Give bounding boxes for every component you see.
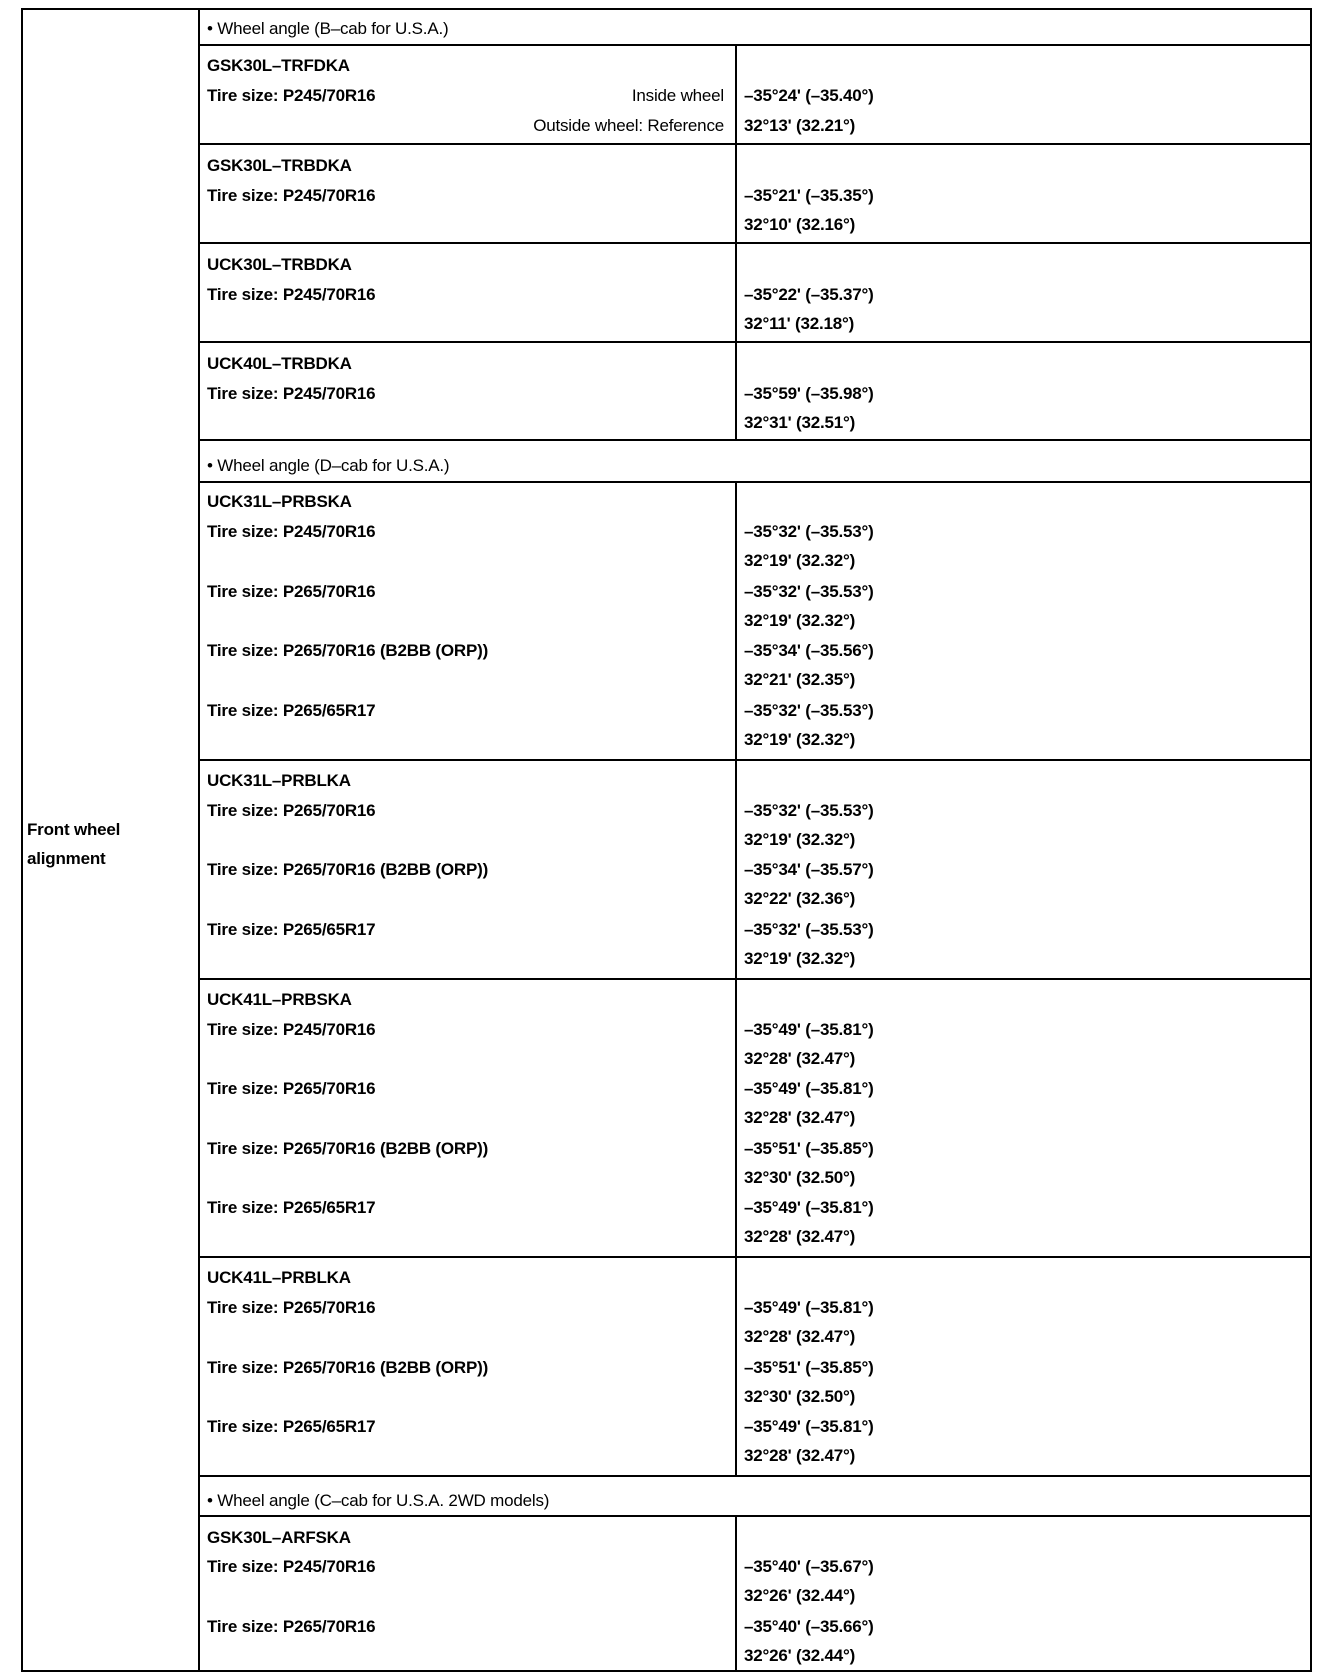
tire-size: Tire size: P265/70R16 (B2BB (ORP)) bbox=[207, 1139, 489, 1158]
section-heading: • Wheel angle (C–cab for U.S.A. 2WD models) bbox=[207, 1491, 550, 1510]
tire-size: Tire size: P245/70R16 bbox=[207, 384, 376, 403]
tire-size: Tire size: P265/70R16 bbox=[207, 801, 376, 820]
inside-angle: –35°40' (–35.67°) bbox=[744, 1557, 874, 1576]
outside-angle: 32°11' (32.18°) bbox=[744, 314, 855, 333]
inside-angle: –35°32' (–35.53°) bbox=[744, 701, 874, 720]
outside-angle: 32°26' (32.44°) bbox=[744, 1646, 856, 1665]
tire-size: Tire size: P265/70R16 (B2BB (ORP)) bbox=[207, 860, 489, 879]
outside-angle: 32°13' (32.21°) bbox=[744, 116, 856, 135]
value-column-divider bbox=[735, 481, 737, 1475]
inside-angle: –35°32' (–35.53°) bbox=[744, 920, 874, 939]
model-code: UCK31L–PRBLKA bbox=[207, 771, 351, 790]
row-divider bbox=[198, 1256, 1312, 1258]
tire-size: Tire size: P245/70R16 bbox=[207, 1020, 376, 1039]
value-column-divider bbox=[735, 1515, 737, 1672]
tire-size: Tire size: P265/65R17 bbox=[207, 1417, 376, 1436]
outside-angle: 32°19' (32.32°) bbox=[744, 551, 856, 570]
row-label-line1: Front wheel bbox=[27, 820, 121, 839]
model-code: UCK30L–TRBDKA bbox=[207, 255, 352, 274]
inside-angle: –35°24' (–35.40°) bbox=[744, 86, 874, 105]
tire-size: Tire size: P265/70R16 bbox=[207, 1079, 376, 1098]
model-code: UCK40L–TRBDKA bbox=[207, 354, 352, 373]
inside-angle: –35°21' (–35.35°) bbox=[744, 186, 874, 205]
outside-angle: 32°19' (32.32°) bbox=[744, 830, 856, 849]
inside-angle: –35°51' (–35.85°) bbox=[744, 1139, 874, 1158]
outside-angle: 32°30' (32.50°) bbox=[744, 1168, 856, 1187]
section-heading: • Wheel angle (B–cab for U.S.A.) bbox=[207, 19, 449, 38]
inside-angle: –35°40' (–35.66°) bbox=[744, 1617, 874, 1636]
tire-size: Tire size: P265/65R17 bbox=[207, 1198, 376, 1217]
row-divider bbox=[198, 439, 1312, 441]
label-column-divider bbox=[198, 8, 200, 1672]
model-code: UCK31L–PRBSKA bbox=[207, 492, 352, 511]
outside-wheel-label: Outside wheel: Reference bbox=[533, 116, 724, 135]
tire-size: Tire size: P265/70R16 bbox=[207, 1617, 376, 1636]
outside-angle: 32°26' (32.44°) bbox=[744, 1586, 856, 1605]
inside-angle: –35°59' (–35.98°) bbox=[744, 384, 874, 403]
outside-angle: 32°28' (32.47°) bbox=[744, 1108, 856, 1127]
row-divider bbox=[198, 44, 1312, 46]
inside-angle: –35°49' (–35.81°) bbox=[744, 1020, 874, 1039]
inside-angle: –35°22' (–35.37°) bbox=[744, 285, 874, 304]
outside-angle: 32°31' (32.51°) bbox=[744, 413, 856, 432]
inside-angle: –35°32' (–35.53°) bbox=[744, 522, 874, 541]
tire-size: Tire size: P245/70R16 bbox=[207, 186, 376, 205]
row-divider bbox=[198, 759, 1312, 761]
tire-size: Tire size: P245/70R16 bbox=[207, 522, 376, 541]
inside-angle: –35°51' (–35.85°) bbox=[744, 1358, 874, 1377]
row-divider bbox=[198, 143, 1312, 145]
outside-angle: 32°28' (32.47°) bbox=[744, 1446, 856, 1465]
inside-angle: –35°49' (–35.81°) bbox=[744, 1198, 874, 1217]
value-column-divider bbox=[735, 44, 737, 439]
tire-size: Tire size: P265/70R16 bbox=[207, 582, 376, 601]
tire-size: Tire size: P265/65R17 bbox=[207, 701, 376, 720]
outside-angle: 32°21' (32.35°) bbox=[744, 670, 856, 689]
outside-angle: 32°19' (32.32°) bbox=[744, 611, 856, 630]
outside-angle: 32°28' (32.47°) bbox=[744, 1227, 856, 1246]
inside-angle: –35°34' (–35.56°) bbox=[744, 641, 874, 660]
tire-size: Tire size: P265/70R16 (B2BB (ORP)) bbox=[207, 641, 489, 660]
model-code: UCK41L–PRBLKA bbox=[207, 1268, 351, 1287]
outside-angle: 32°19' (32.32°) bbox=[744, 730, 856, 749]
outside-angle: 32°22' (32.36°) bbox=[744, 889, 856, 908]
model-code: GSK30L–TRFDKA bbox=[207, 56, 350, 75]
row-divider bbox=[198, 1515, 1312, 1517]
outside-angle: 32°10' (32.16°) bbox=[744, 215, 856, 234]
inside-wheel-label: Inside wheel bbox=[631, 86, 724, 105]
tire-size: Tire size: P245/70R16 bbox=[207, 1557, 376, 1576]
row-divider bbox=[198, 1475, 1312, 1477]
inside-angle: –35°49' (–35.81°) bbox=[744, 1298, 874, 1317]
outside-angle: 32°19' (32.32°) bbox=[744, 949, 856, 968]
outside-angle: 32°28' (32.47°) bbox=[744, 1327, 856, 1346]
tire-size: Tire size: P265/65R17 bbox=[207, 920, 376, 939]
tire-size: Tire size: P245/70R16 bbox=[207, 86, 376, 105]
inside-angle: –35°34' (–35.57°) bbox=[744, 860, 874, 879]
row-label-line2: alignment bbox=[27, 849, 106, 868]
tire-size: Tire size: P265/70R16 bbox=[207, 1298, 376, 1317]
row-divider bbox=[198, 242, 1312, 244]
tire-size: Tire size: P245/70R16 bbox=[207, 285, 376, 304]
inside-angle: –35°32' (–35.53°) bbox=[744, 582, 874, 601]
model-code: UCK41L–PRBSKA bbox=[207, 990, 352, 1009]
tire-size: Tire size: P265/70R16 (B2BB (ORP)) bbox=[207, 1358, 489, 1377]
outside-angle: 32°28' (32.47°) bbox=[744, 1049, 856, 1068]
inside-angle: –35°32' (–35.53°) bbox=[744, 801, 874, 820]
outside-angle: 32°30' (32.50°) bbox=[744, 1387, 856, 1406]
inside-angle: –35°49' (–35.81°) bbox=[744, 1079, 874, 1098]
row-divider bbox=[198, 978, 1312, 980]
inside-angle: –35°49' (–35.81°) bbox=[744, 1417, 874, 1436]
row-divider bbox=[198, 481, 1312, 483]
model-code: GSK30L–TRBDKA bbox=[207, 156, 352, 175]
section-heading: • Wheel angle (D–cab for U.S.A.) bbox=[207, 456, 450, 475]
model-code: GSK30L–ARFSKA bbox=[207, 1528, 351, 1547]
row-divider bbox=[198, 341, 1312, 343]
